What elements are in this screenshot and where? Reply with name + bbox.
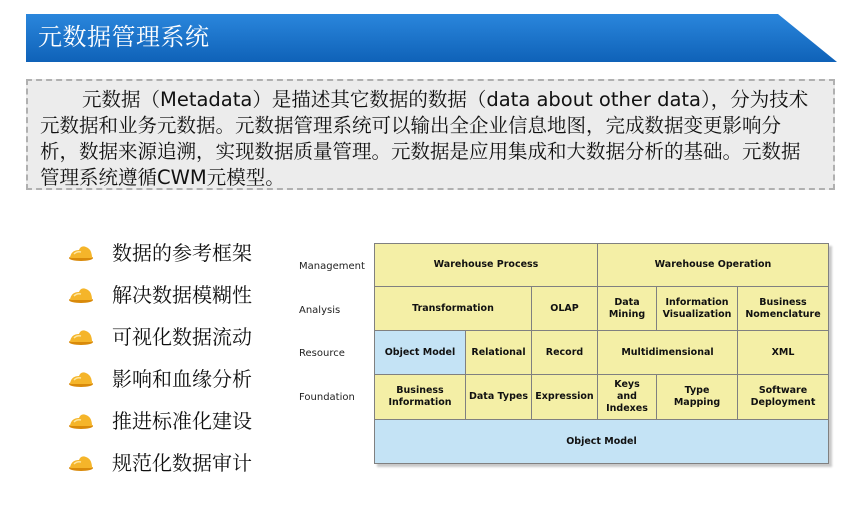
- cell-data-mining: Data Mining: [598, 287, 656, 330]
- cloud-bullet-icon: [68, 370, 94, 388]
- cell-olap: OLAP: [532, 287, 597, 330]
- layer-label-resource: Resource: [299, 348, 345, 359]
- feature-item: [68, 400, 252, 442]
- cell-data-types: Data Types: [466, 375, 531, 419]
- page-title: 元数据管理系统: [38, 23, 210, 51]
- feature-list: [68, 232, 252, 484]
- title-banner: [26, 14, 837, 62]
- feature-text: 影响和血缘分析: [112, 367, 252, 391]
- cell-business-information: Business Information: [375, 375, 465, 419]
- cell-information-visualization: Information Visualization: [657, 287, 737, 330]
- feature-text: 可视化数据流动: [112, 325, 252, 349]
- cloud-bullet-icon: [68, 286, 94, 304]
- feature-item: [68, 274, 252, 316]
- feature-text: 规范化数据审计: [112, 451, 252, 475]
- cell-xml: XML: [738, 331, 828, 374]
- feature-item: [68, 358, 252, 400]
- cell-software-deployment: Software Deployment: [738, 375, 828, 419]
- layer-label-management: Management: [299, 261, 365, 272]
- cell-business-nomenclature: Business Nomenclature: [738, 287, 828, 330]
- feature-item: [68, 232, 252, 274]
- cell-type-mapping: Type Mapping: [657, 375, 737, 419]
- cell-warehouse-operation: Warehouse Operation: [598, 244, 828, 286]
- feature-text: 解决数据模糊性: [112, 283, 252, 307]
- cell-warehouse-process: Warehouse Process: [375, 244, 597, 286]
- feature-item: [68, 442, 252, 484]
- cell-transformation: Transformation: [375, 287, 531, 330]
- cell-record: Record: [532, 331, 597, 374]
- cloud-bullet-icon: [68, 454, 94, 472]
- cell-keys-and-indexes: Keys and Indexes: [598, 375, 656, 419]
- cell-object-model-resource: Object Model: [375, 331, 465, 374]
- layer-label-foundation: Foundation: [299, 392, 355, 403]
- feature-item: [68, 316, 252, 358]
- cell-object-model-core: Object Model: [375, 420, 828, 463]
- cell-multidimensional: Multidimensional: [598, 331, 737, 374]
- feature-text: 数据的参考框架: [112, 241, 252, 265]
- cloud-bullet-icon: [68, 244, 94, 262]
- cwm-metamodel-diagram: [374, 243, 829, 464]
- cloud-bullet-icon: [68, 328, 94, 346]
- cell-relational: Relational: [466, 331, 531, 374]
- feature-text: 推进标准化建设: [112, 409, 252, 433]
- description-box: 元数据（Metadata）是描述其它数据的数据（data about other data），分为技术元数据和业务元数据。元数据管理系统可以输出全企业信息地图，完成数据变更影响分析，数据来源追溯，实现数据质量管理。元数据是应用集成和大数据分析的基础。元数据管理系统遵循CWM元模型。: [26, 79, 835, 190]
- layer-label-analysis: Analysis: [299, 305, 341, 316]
- cloud-bullet-icon: [68, 412, 94, 430]
- cell-expression: Expression: [532, 375, 597, 419]
